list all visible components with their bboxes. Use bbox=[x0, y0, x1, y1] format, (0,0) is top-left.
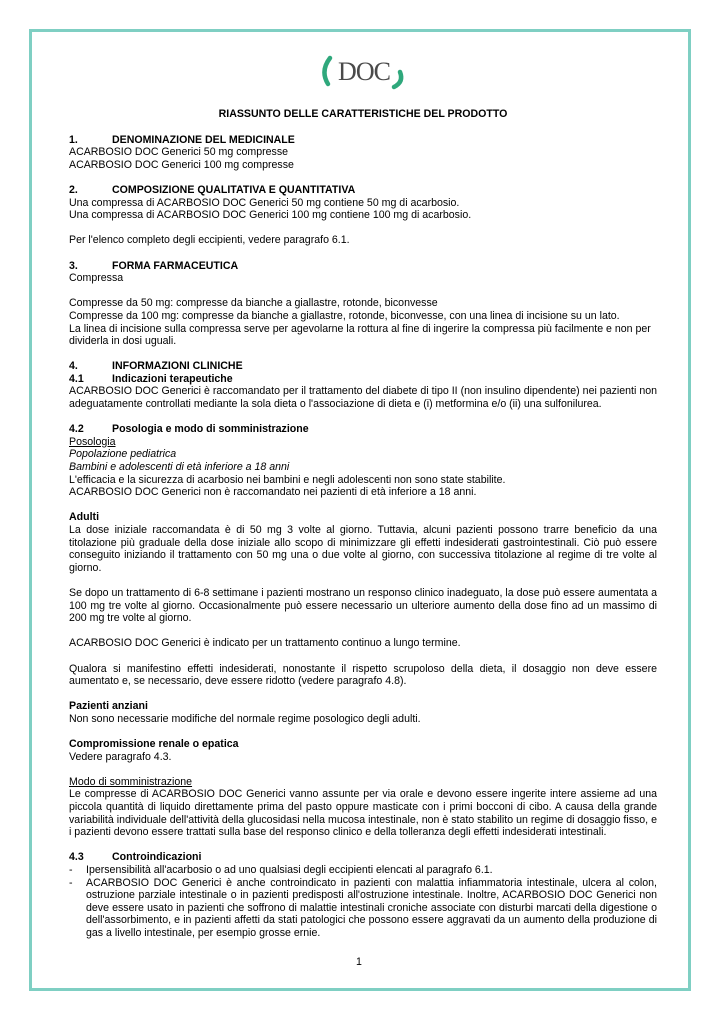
pharmaceutical-form: Compressa bbox=[69, 272, 124, 285]
administration-text: Le compresse di ACARBOSIO DOC Generici vanno assunte per via orale e devono essere ingerite intere assieme ad una piccola quantità di liquido direttamente prima del pasto oppure masticate con i primi bocconi di cibo. A causa della grande variabilità individuale dell'attività della glucosidasi nella mucosa intestinale, non è stato stabilito un regime di dosaggio fisso, e i pazienti devono essere trattati sulla base del responso clinico e della tolleranza degli effetti indesiderati intestinali. bbox=[69, 788, 657, 839]
document-title: RIASSUNTO DELLE CARATTERISTICHE DEL PRODOTTO bbox=[218, 108, 508, 120]
tablet-desc-100: Compresse da 100 mg: compresse da bianche a giallastre, rotonde, biconvesse, con una linea di incisione su un lato. bbox=[69, 309, 620, 322]
elderly-text: Non sono necessarie modifiche del normale regime posologico degli adulti. bbox=[69, 712, 421, 725]
excipients-note: Per l'elenco completo degli eccipienti, vedere paragrafo 6.1. bbox=[69, 234, 350, 247]
document-body bbox=[69, 108, 657, 940]
product-name-50: ACARBOSIO DOC Generici 50 mg compresse bbox=[69, 146, 289, 159]
posologia-heading: Posologia bbox=[69, 435, 116, 448]
section-1-heading: 1. DENOMINAZIONE DEL MEDICINALE bbox=[69, 133, 295, 146]
indications-text: ACARBOSIO DOC Generici è raccomandato per il trattamento del diabete di tipo II (non insulino dipendente) nei pazienti non adeguatamente controllati mediante la sola dieta o l'associazione di dieta e (i) metformina e/o (ii) una sulfonilurea. bbox=[69, 385, 657, 411]
adults-paragraph-4: Qualora si manifestino effetti indesiderati, nonostante il rispetto scrupoloso della dieta, il dosaggio non deve essere aumentato e, se necessario, deve essere ridotto (vedere paragrafo 4.8). bbox=[69, 662, 657, 688]
logo-text: DOC bbox=[338, 57, 390, 86]
tablet-desc-50: Compresse da 50 mg: compresse da bianche a giallastre, rotonde, biconvesse bbox=[69, 297, 438, 310]
renal-heading: Compromissione renale o epatica bbox=[69, 738, 239, 751]
section-4-1-heading: 4.1 Indicazioni terapeutiche bbox=[69, 372, 233, 385]
section-4-heading: 4. INFORMAZIONI CLINICHE bbox=[69, 360, 243, 373]
doc-logo bbox=[318, 50, 410, 92]
section-3-heading: 3. FORMA FARMACEUTICA bbox=[69, 259, 239, 272]
adults-paragraph-1: La dose iniziale raccomandata è di 50 mg 3 volte al giorno. Tuttavia, alcuni pazienti possono trarre beneficio da una titolazione più graduale della dose iniziale allo scopo di minimizzare gli effetti indesiderati gastrointestinali. Ciò può essere conseguito iniziando il trattamento con 50 mg una o due volte al giorno, con successiva titolazione al regime di tre volte al giorno. bbox=[69, 524, 657, 574]
composition-50: Una compressa di ACARBOSIO DOC Generici 50 mg contiene 50 mg di acarbosio. bbox=[69, 196, 460, 209]
adults-paragraph-2: Se dopo un trattamento di 6-8 settimane i pazienti mostrano un responso clinico inadeguato, la dose può essere aumentata a 100 mg tre volte al giorno. Occasionalmente può essere necessario un ulteriore aumento della dose fino ad un massimo di 200 mg tre volte al giorno. bbox=[69, 586, 657, 625]
composition-100: Una compressa di ACARBOSIO DOC Generici 100 mg contiene 100 mg di acarbosio. bbox=[69, 209, 472, 222]
contraindication-item-1: - Ipersensibilità all'acarbosio o ad uno qualsiasi degli eccipienti elencati al paragrafo 6.1. bbox=[69, 864, 493, 877]
product-name-100: ACARBOSIO DOC Generici 100 mg compresse bbox=[69, 158, 294, 171]
elderly-heading: Pazienti anziani bbox=[69, 700, 148, 713]
renal-text: Vedere paragrafo 4.3. bbox=[69, 750, 172, 763]
section-4-2-heading: 4.2 Posologia e modo di somministrazione bbox=[69, 423, 309, 436]
contraindication-item-2: - ACARBOSIO DOC Generici è anche controindicato in pazienti con malattia infiammatoria intestinale, ulcera al colon, ostruzione parziale intestinale o in pazienti predisposti all'ostruzione intestinale. Inoltre, ACARBOSIO DOC Generici non deve essere usato in pazienti che soffrono di malattie intestinali croniche associate con disturbi marcati della digestione o dell'assorbimento, e in pazienti affetti da stati patologici che possono essere aggravati da un aumento della produzione di gas a livello intestinale, per esempio grosse ernie. bbox=[69, 876, 657, 939]
administration-heading: Modo di somministrazione bbox=[69, 775, 193, 788]
pediatric-heading: Popolazione pediatrica bbox=[69, 448, 177, 461]
section-4-3-heading: 4.3 Controindicazioni bbox=[69, 851, 202, 864]
doc-logo-graphic bbox=[318, 50, 410, 92]
adults-paragraph-3: ACARBOSIO DOC Generici è indicato per un trattamento continuo a lungo termine. bbox=[69, 637, 461, 650]
page-number: 1 bbox=[356, 956, 362, 968]
score-line-note: La linea di incisione sulla compressa serve per agevolarne la rottura al fine di ingerire la compressa più facilmente e non per dividerla in dosi uguali. bbox=[69, 322, 651, 348]
adults-heading: Adulti bbox=[69, 511, 100, 524]
pediatric-line-1: L'efficacia e la sicurezza di acarbosio nei bambini e negli adolescenti non sono state stabilite. bbox=[69, 473, 506, 486]
section-2-heading: 2. COMPOSIZIONE QUALITATIVA E QUANTITATIVA bbox=[69, 183, 356, 196]
pediatric-line-2: ACARBOSIO DOC Generici non è raccomandato nei pazienti di età inferiore a 18 anni. bbox=[69, 486, 477, 499]
pediatric-age: Bambini e adolescenti di età inferiore a 18 anni bbox=[69, 461, 290, 474]
